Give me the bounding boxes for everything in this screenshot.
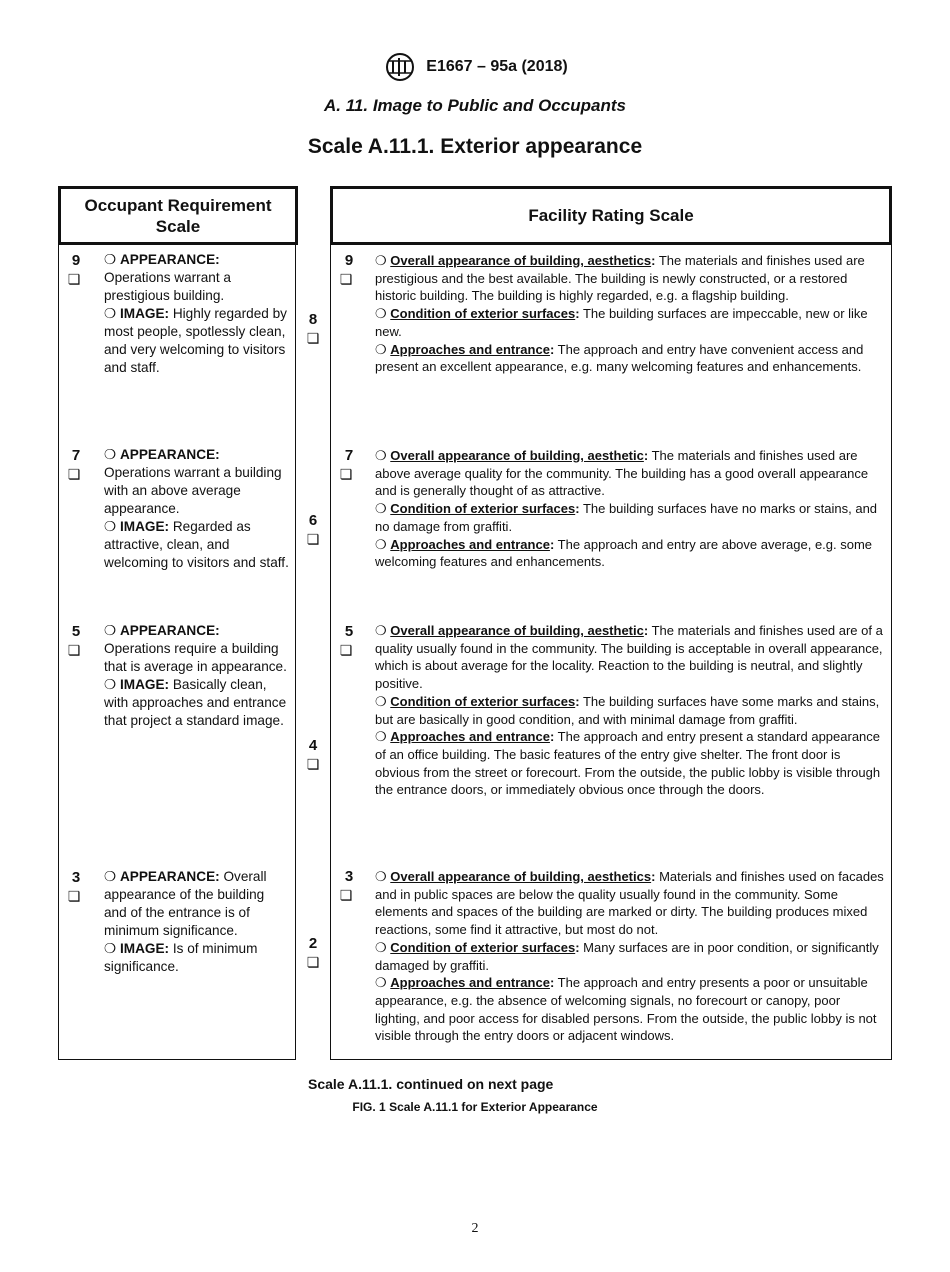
facility-level-description: ❍ Overall appearance of building, aesthetic: The materials and finishes used are above average quality for the community. The building has a good overall appearance and is generally thought of as attractive. ❍ Condition of exterior surfaces: The building surfaces have no marks or stains, and no damage from graffiti. ❍ Approaches and entrance: The approach and entry are above average, e.g. some welcoming features and enhancements. [375,448,878,570]
bullet-icon: ❍ [375,253,387,268]
scale-title: Scale A.11.1. Exterior appearance [307,135,643,158]
checkbox-icon[interactable]: ❏ [339,271,353,287]
intermediate-level-number: 6 [308,512,318,529]
document-header [0,52,950,82]
facility-level-description: ❍ Overall appearance of building, aesthetic: The materials and finishes used are of a quality usually found in the community. The building is acceptable in overall appearance, which is about average for the locality. Reaction to the building is neutral, and slightly positive. ❍ Condition of exterior surfaces: The building surfaces have some marks and stains, but are basically in good condition, and with minimal damage from graffiti. ❍ Approaches and entrance: The approach and entry present a standard appearance of an office building. The basic features of the entry give shelter. The front door is obvious from the street or forecourt. From the outside, the public lobby is visible through the entrance doors, or immediately obvious once through the doors. [375,623,883,798]
continued-note: Scale A.11.1. continued on next page [308,1076,554,1092]
bullet-icon: ❍ [375,623,387,638]
bullet-icon: ❍ [375,975,387,991]
facility-level-number: 9 [344,252,354,269]
bullet-icon: ❍ [375,939,387,955]
bullet-icon: ❍ [375,729,387,745]
bullet-icon: ❍ [104,869,117,884]
intermediate-level-number: 4 [308,737,318,754]
occupant-requirement-heading: Occupant Requirement Scale [58,186,298,245]
bullet-icon: ❍ [104,306,117,321]
figure-caption: FIG. 1 Scale A.11.1 for Exterior Appearance [352,1100,598,1114]
bullet-icon: ❍ [375,341,387,357]
bullet-icon: ❍ [104,447,117,462]
occupant-level-number: 3 [71,869,81,886]
checkbox-icon[interactable]: ❏ [339,642,353,658]
occupant-level-number: 5 [71,623,81,640]
checkbox-icon[interactable]: ❏ [67,271,81,287]
page-number: 2 [471,1221,479,1236]
occupant-level-description: ❍ APPEARANCE: Operations warrant a prestigious building. ❍ IMAGE: Highly regarded by most people, spotlessly clean, and very welcoming to visitors and staff. [104,252,287,375]
bullet-icon: ❍ [375,693,387,709]
bullet-icon: ❍ [104,252,117,267]
bullet-icon: ❍ [104,941,117,956]
facility-level-number: 5 [344,623,354,640]
bullet-icon: ❍ [375,869,387,884]
bullet-icon: ❍ [104,519,117,534]
occupant-level-description: ❍ APPEARANCE: Overall appearance of the building and of the entrance is of minimum significance. ❍ IMAGE: Is of minimum significance. [104,869,267,974]
astm-logo-icon [382,52,418,82]
occupant-level-number: 9 [71,252,81,269]
checkbox-icon[interactable]: ❏ [306,954,320,970]
bullet-icon: ❍ [375,306,387,322]
section-title: A. 11. Image to Public and Occupants [324,96,626,115]
intermediate-level-number: 2 [308,935,318,952]
facility-level-description: ❍ Overall appearance of building, aesthetics: The materials and finishes used are prestigious and the best available. The building is newly constructed, or a restored historic building. The building is highly regarded, e.g. a flagship building. ❍ Condition of exterior surfaces: The building surfaces are impeccable, new or like new. ❍ Approaches and entrance: The approach and entry have convenient access and present an excellent appearance, e.g. many welcoming features and enhancements. [375,253,868,375]
standard-designation: E1667 – 95a (2018) [426,58,568,75]
facility-rating-heading: Facility Rating Scale [330,186,892,245]
facility-level-description: ❍ Overall appearance of building, aesthetics: Materials and finishes used on facades and in public spaces are below the quality usually found in the community. Some elements and spaces of the building are marked or dirty. The building produces mixed reactions, some find it attractive, but most do not. ❍ Condition of exterior surfaces: Many surfaces are in poor condition, or significantly damaged by graffiti. ❍ Approaches and entrance: The approach and entry presents a poor or unsuitable appearance, e.g. the absence of welcoming signals, no forecourt or canopy, poor lighting, and poor access for disabled persons. From the outside, the public lobby is not visible through the entry doors or adjacent windows. [375,869,884,1044]
bullet-icon: ❍ [375,536,387,552]
intermediate-level-number: 8 [308,311,318,328]
facility-level-number: 7 [344,447,354,464]
occupant-level-description: ❍ APPEARANCE: Operations require a building that is average in appearance. ❍ IMAGE: Basically clean, with approaches and entrance that project a standard image. [104,623,287,728]
bullet-icon: ❍ [104,677,117,692]
occupant-level-number: 7 [71,447,81,464]
checkbox-icon[interactable]: ❏ [67,888,81,904]
checkbox-icon[interactable]: ❏ [306,756,320,772]
checkbox-icon[interactable]: ❏ [67,642,81,658]
checkbox-icon[interactable]: ❏ [339,466,353,482]
bullet-icon: ❍ [104,623,117,638]
facility-level-number: 3 [344,868,354,885]
checkbox-icon[interactable]: ❏ [306,531,320,547]
occupant-level-description: ❍ APPEARANCE: Operations warrant a building with an above average appearance. ❍ IMAGE: Regarded as attractive, clean, and welcoming to visitors and staff. [104,447,289,570]
bullet-icon: ❍ [375,501,387,517]
bullet-icon: ❍ [375,448,387,463]
checkbox-icon[interactable]: ❏ [67,466,81,482]
checkbox-icon[interactable]: ❏ [306,330,320,346]
checkbox-icon[interactable]: ❏ [339,887,353,903]
